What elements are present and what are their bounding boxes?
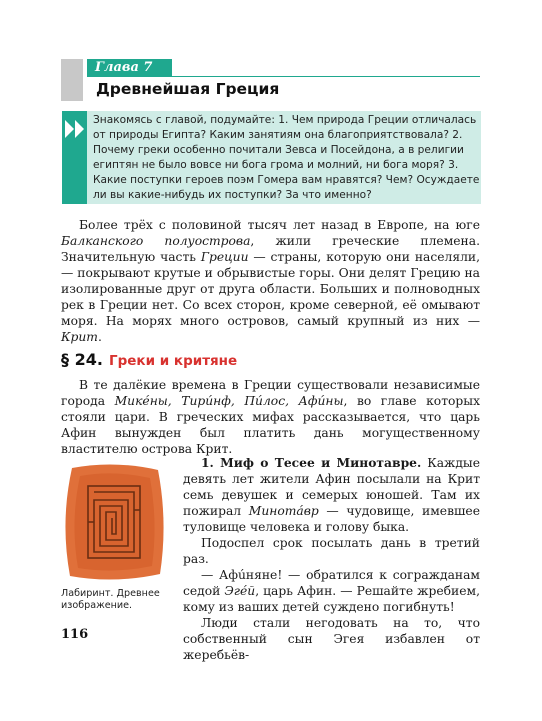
chapter-marker — [61, 59, 83, 101]
double-chevron-right-icon — [62, 111, 87, 204]
term-greece: Греции — [200, 250, 249, 264]
term-cities: Микéны, Тирúнф, Пúлос, Афúны — [114, 394, 344, 408]
intro-questions: Знакомясь с главой, подумайте: 1. Чем природа Греции отличалась от природы Египта? Каким занятиям она благоприятствовала? 2. Почему греки особенно почитали Зевса и Посейдона, а в религии египтян не было вовсе ни бога грома и молний, ни бога моря? 3. Какие поступки героев поэм Гомера вам нравятся? Чем? Осуждаете ли вы какие-нибудь их поступки? За что именно? — [93, 114, 480, 201]
labyrinth-image — [60, 462, 168, 582]
intro-paragraph: Более трёх с половиной тысяч лет назад в Европе, на юге Балканского полуострова, жили греческие племена. Значительную часть Греции — страны, которую они населяли, — покрывают крутые и обрывистые горы. Они делят Грецию на изолированные друг от друга области. Больших и полноводных рек в Греции нет. Со всех сторон, кроме северной, её омывают моря. На морях много островов, самый крупный из них — Крит. — [61, 218, 480, 344]
myth-paragraph-2: Подоспел срок посылать дань в третий раз. — [183, 536, 480, 566]
term-minotaur: Минотáвр — [248, 504, 319, 518]
section-title: Греки и критяне — [109, 353, 238, 369]
section-number: § 24. — [61, 350, 103, 369]
myth-heading: 1. Миф о Тесее и Минотавре. — [201, 455, 422, 470]
page-number: 116 — [61, 627, 89, 642]
myth-column — [183, 455, 480, 663]
term-balkan: Балканского полуострова — [61, 234, 251, 248]
term-crete: Крит — [61, 330, 98, 344]
chapter-title: Древнейшая Греция — [96, 80, 280, 98]
chapter-rule — [87, 76, 480, 77]
myth-paragraph-4: Люди стали негодовать на то, что собственный сын Эгея избавлен от жеребьёв- — [183, 616, 480, 662]
section-paragraph: В те далёкие времена в Греции существовали независимые города Микéны, Тирúнф, Пúлос, Афúны, во главе которых стояли цари. В греческих мифах рассказывается, что царь Афин вынужден был платить дань могущественному властителю острова Крит. — [61, 378, 480, 456]
chapter-label: Глава 7 — [87, 59, 172, 76]
figure-caption: Лабиринт. Древнее изображение. — [61, 588, 160, 611]
myth-paragraph-1: 1. Миф о Тесее и Минотавре. Каждые девять лет жители Афин посылали на Крит семь девушек и семерых юношей. Там их пожирал Минотáвр — чудовище, имевшее туловище человека и голову быка. — [183, 455, 480, 534]
term-aegeus: Эгéй — [224, 584, 256, 598]
myth-paragraph-3: — Афúняне! — обратился к согражданам седой Эгéй, царь Афин. — Решайте жребием, кому из ваших детей суждено погибнуть! — [183, 568, 480, 614]
